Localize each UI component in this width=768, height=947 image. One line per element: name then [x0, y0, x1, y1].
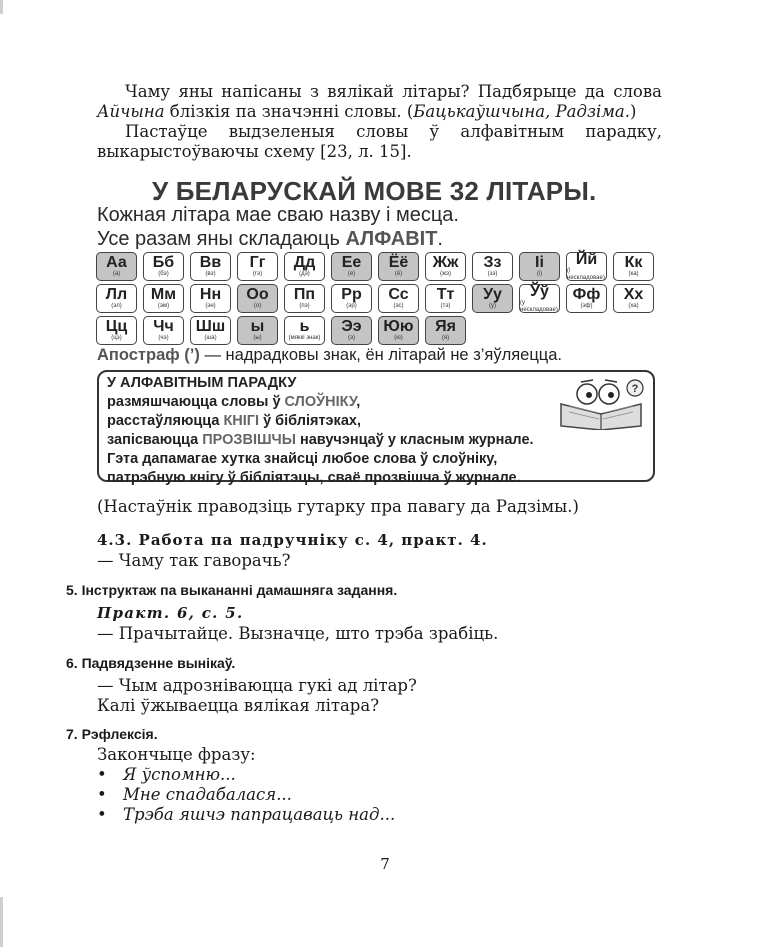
letter-tile: [96, 316, 137, 345]
section-6-heading: 6. Падвядзенне вынікаў.: [66, 655, 236, 671]
rule-box: [97, 370, 655, 486]
letter-glyph: Аа: [106, 254, 127, 271]
letter-name: (эс): [393, 303, 404, 309]
letter-glyph: Ээ: [341, 318, 362, 335]
letter-name: (мяккі знак): [288, 335, 321, 341]
letter-name: (а): [112, 271, 121, 277]
page-number: 7: [380, 855, 390, 873]
letter-name: (эн): [205, 303, 216, 309]
letter-name: (жэ): [439, 271, 452, 277]
letter-name: (ё): [394, 271, 403, 277]
letter-tile: [237, 252, 278, 281]
letter-tile: [284, 252, 325, 281]
rule-line: патрэбную кнігу ў бібліятэцы, сваё прозвішча ў журнале.: [107, 470, 521, 486]
letter-name: (у нескладовае): [520, 299, 558, 313]
book-mascot-icon: [555, 374, 647, 430]
poster-line-2: [97, 228, 443, 251]
letter-glyph: ь: [299, 318, 310, 335]
letter-name: (ка): [628, 271, 639, 277]
letter-name: (э): [347, 335, 356, 341]
section-5-text: — Прачытайце. Вызначце, што трэба зрабіць.: [97, 624, 499, 643]
letter-glyph: Яя: [435, 318, 456, 335]
page-edge: [0, 0, 3, 14]
letter-glyph: Іі: [535, 254, 544, 271]
reflection-list: [97, 765, 395, 825]
letter-glyph: Рр: [341, 286, 362, 303]
letter-name: (дэ): [299, 271, 310, 277]
letter-tile: [566, 252, 607, 281]
letter-tile: [143, 316, 184, 345]
list-item: • Я ўспомню...: [97, 765, 395, 785]
letter-name: (тэ): [440, 303, 451, 309]
letter-glyph: Зз: [483, 254, 502, 271]
letter-glyph: Ёё: [388, 254, 409, 271]
apostrophe-term: Апостраф (’): [97, 346, 200, 364]
letter-name: (о): [253, 303, 262, 309]
letter-name: (чэ): [158, 335, 169, 341]
letter-glyph: Юю: [383, 318, 414, 335]
letter-tile: [378, 316, 419, 345]
letter-glyph: Мм: [150, 286, 177, 303]
rule-heading: У АЛФАВІТНЫМ ПАРАДКУ: [107, 375, 297, 391]
letter-tile: [566, 284, 607, 313]
letter-name: (я): [441, 335, 450, 341]
letter-tile: [425, 252, 466, 281]
intro-paragraph-1: [97, 82, 662, 122]
letter-tile: [190, 316, 231, 345]
letter-tile: [519, 284, 560, 313]
letter-tile: [143, 252, 184, 281]
rule-highlight: ПРОЗВІШЧЫ: [202, 432, 296, 448]
intro-text: Чаму яны напісаны з вялікай літары? Падбярыце да слова: [125, 82, 662, 101]
letter-tile: [472, 252, 513, 281]
letter-glyph: Чч: [153, 318, 174, 335]
letter-tile: [378, 252, 419, 281]
letter-tile: [613, 284, 654, 313]
svg-text:?: ?: [631, 383, 639, 395]
letter-tile: [519, 252, 560, 281]
rule-highlight: КНІГІ: [223, 413, 260, 429]
page-edge: [0, 897, 3, 947]
poster-line-1: Кожная літара мае сваю назву і месца.: [97, 204, 459, 226]
letter-glyph: Цц: [105, 318, 128, 335]
letter-name: (вэ): [205, 271, 216, 277]
letter-tile: [425, 284, 466, 313]
letter-glyph: Тт: [436, 286, 455, 303]
letter-tile: [237, 316, 278, 345]
letter-glyph: Хх: [623, 286, 644, 303]
letter-name: (у): [489, 303, 496, 309]
rule-text: ,: [356, 394, 361, 410]
apostrophe-definition: — надрадковы знак, ён літарай не з’яўляецца.: [199, 346, 563, 364]
letter-glyph: Ее: [341, 254, 362, 271]
letter-glyph: Дд: [293, 254, 316, 271]
section-5-heading: 5. Інструктаж па выкананні дамашняга задання.: [66, 582, 398, 598]
letter-glyph: Йй: [575, 250, 598, 268]
letter-tile: [237, 284, 278, 313]
rule-text: запісваюцца: [107, 432, 203, 448]
letter-name: (ха): [628, 303, 639, 309]
letter-glyph: Вв: [199, 254, 222, 271]
section-4-3-question: — Чаму так гаворачь?: [97, 551, 291, 570]
rule-text: расстаўляюцца: [107, 413, 224, 429]
section-6-question-1: — Чым адрозніваюцца гукі ад літар?: [97, 676, 417, 695]
letter-glyph: Ўў: [530, 282, 549, 300]
letter-glyph: ы: [250, 318, 265, 335]
rule-text: навучэнцаў у класным журнале.: [295, 432, 534, 448]
letter-glyph: Пп: [293, 286, 316, 303]
letter-glyph: Шш: [195, 318, 226, 335]
section-7-heading: 7. Рэфлексія.: [66, 726, 158, 742]
letter-name: (і нескладовае): [567, 267, 605, 281]
rule-line: Гэта дапамагае хутка знайсці любое слова ў слоўніку,: [107, 451, 498, 467]
letter-tile: [331, 284, 372, 313]
section-6-question-2: Калі ўжываецца вялікая літара?: [97, 696, 380, 715]
letter-tile: [425, 316, 466, 345]
section-7-intro: Закончыце фразу:: [97, 745, 256, 764]
letter-tile: [472, 284, 513, 313]
letter-name: (ша): [204, 335, 217, 341]
letter-name: (ю): [394, 335, 403, 341]
poster-text: .: [437, 228, 443, 250]
letter-glyph: Фф: [572, 286, 601, 303]
letter-name: (эм): [157, 303, 170, 309]
rule-text: размяшчаюцца словы ў: [107, 394, 285, 410]
letter-glyph: Нн: [199, 286, 222, 303]
teacher-note: (Настаўнік праводзіць гутарку пра павагу да Радзімы.): [97, 497, 579, 516]
letter-tile: [284, 284, 325, 313]
letter-tile: [613, 252, 654, 281]
intro-answers: Бацькаўшчына, Радзіма.: [413, 102, 630, 121]
letter-tile: [331, 252, 372, 281]
letter-glyph: Уу: [483, 286, 502, 303]
list-item: • Мне спадабалася...: [97, 785, 395, 805]
intro-word: Айчына: [97, 102, 165, 121]
letter-glyph: Бб: [152, 254, 175, 271]
letter-tile: [284, 316, 325, 345]
letter-name: (бэ): [158, 271, 169, 277]
letter-glyph: Оо: [246, 286, 269, 303]
poster-title: У БЕЛАРУСКАЙ МОВЕ 32 ЛІТАРЫ.: [152, 176, 597, 206]
letter-tile: [96, 284, 137, 313]
intro-text: блізкія па значэнні словы. (: [164, 102, 414, 121]
letter-name: (цэ): [111, 335, 122, 341]
letter-name: (і): [536, 271, 543, 277]
letter-name: (эр): [346, 303, 357, 309]
rule-text: ў бібліятэках,: [259, 413, 361, 429]
letter-glyph: Жж: [432, 254, 459, 271]
alphabet-word: АЛФАВІТ: [345, 228, 438, 250]
letter-glyph: Сс: [388, 286, 409, 303]
letter-name: (эл): [111, 303, 122, 309]
letter-glyph: Лл: [105, 286, 128, 303]
poster-text: Усе разам яны складаюць: [97, 228, 346, 250]
letter-tile: [190, 284, 231, 313]
apostrophe-note: [97, 346, 562, 365]
rule-line: [107, 431, 645, 450]
list-item: • Трэба яшчэ папрацаваць над...: [97, 805, 395, 825]
section-4-3-heading: 4.3. Работа па падручніку с. 4, практ. 4.: [97, 531, 488, 549]
letter-name: (ы): [253, 335, 262, 341]
letter-tile: [190, 252, 231, 281]
letter-name: (зэ): [487, 271, 498, 277]
letter-name: (е): [347, 271, 356, 277]
alphabet-grid: [96, 252, 656, 345]
letter-tile: [378, 284, 419, 313]
letter-tile: [331, 316, 372, 345]
letter-name: (эф): [580, 303, 593, 309]
intro-paragraph-2: Пастаўце выдзеленыя словы ў алфавітным парадку, выкарыстоўваючы схему [23, л. 15].: [97, 122, 662, 161]
letter-tile: [96, 252, 137, 281]
letter-glyph: Кк: [624, 254, 643, 271]
letter-name: (пэ): [299, 303, 310, 309]
letter-glyph: Гг: [249, 254, 266, 271]
section-5-reference: Практ. 6, с. 5.: [97, 604, 244, 622]
letter-name: (гэ): [252, 271, 263, 277]
letter-tile: [143, 284, 184, 313]
intro-text: ): [629, 102, 637, 121]
rule-highlight: СЛОЎНІКУ: [284, 394, 357, 410]
